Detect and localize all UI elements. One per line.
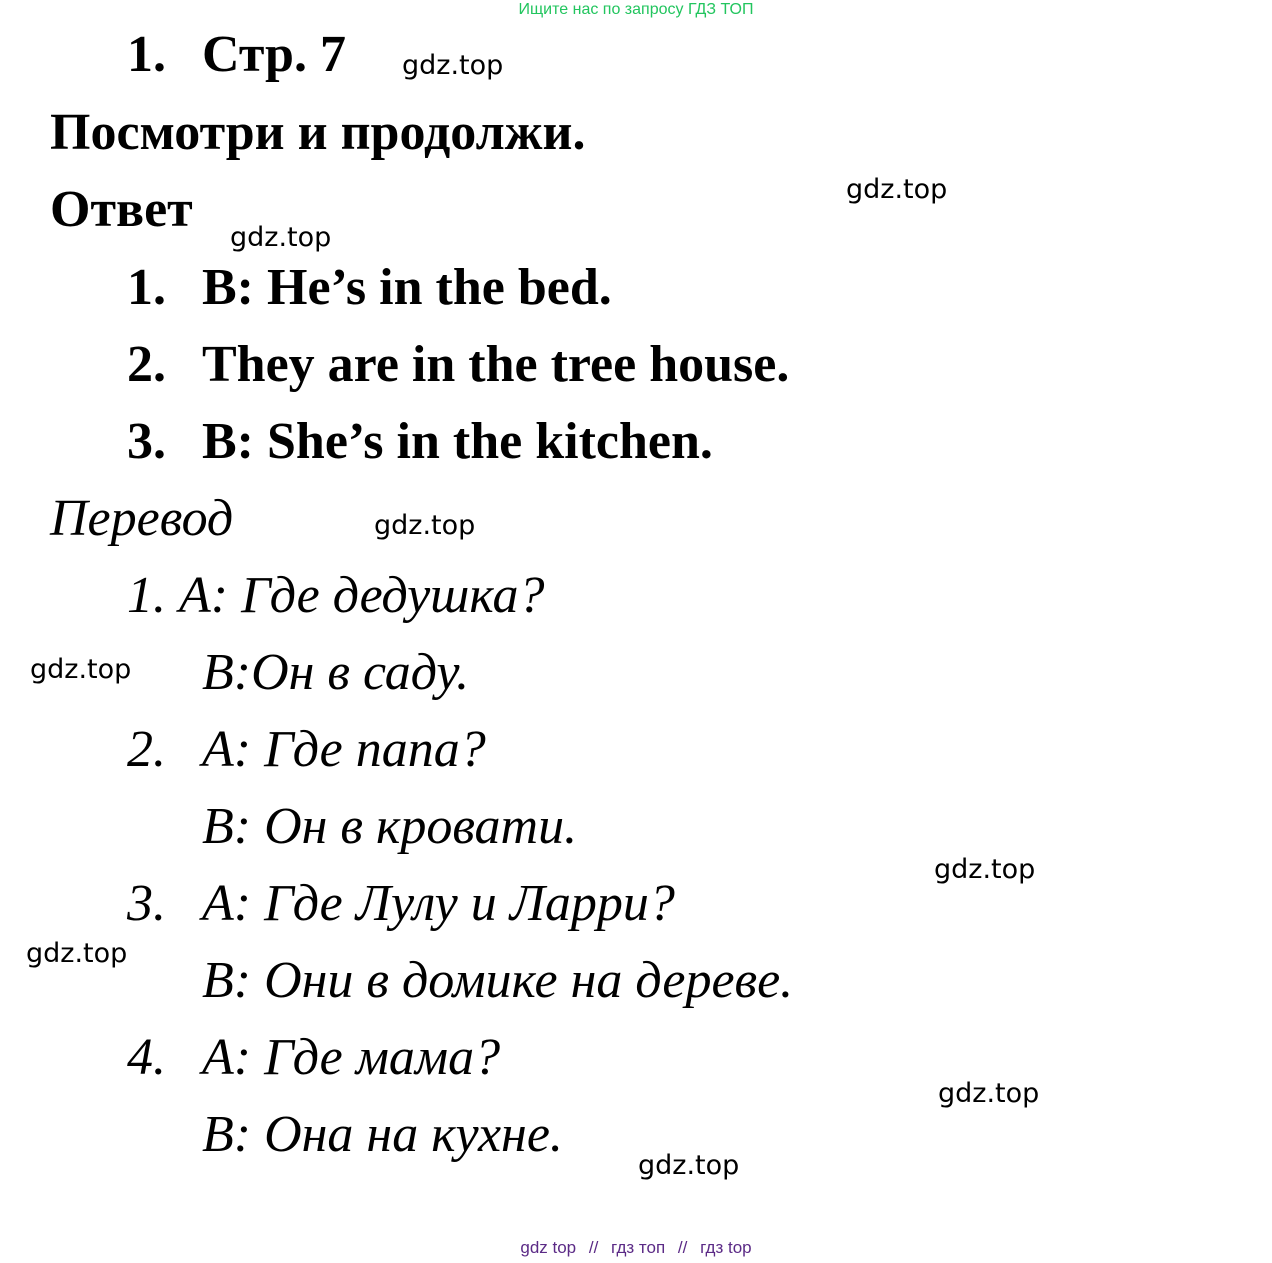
- watermark: gdz.top: [934, 854, 1036, 885]
- translation-answer: В: Он в кровати.: [202, 798, 578, 855]
- answer-text: B: He’s in the bed.: [202, 259, 612, 316]
- footer-separator: //: [677, 1238, 688, 1257]
- watermark: gdz.top: [374, 510, 476, 541]
- footer-link[interactable]: гдз топ: [611, 1238, 666, 1257]
- translation-question: [127, 1028, 1027, 1088]
- translation-answer: В:Он в саду.: [202, 644, 470, 701]
- translation-question-text: А: Где мама?: [202, 1029, 501, 1086]
- translation-answer: В: Она на кухне.: [202, 1106, 563, 1163]
- answer-number: 3.: [127, 413, 166, 470]
- translation-answer: В: Они в домике на дереве.: [202, 952, 794, 1009]
- footer-link[interactable]: gdz top: [520, 1238, 577, 1257]
- translation-question-text: А: Где папа?: [202, 721, 486, 778]
- translation-number: 3.: [127, 875, 166, 932]
- watermark: gdz.top: [938, 1078, 1040, 1109]
- footer-links: [0, 1238, 1272, 1258]
- page-header: [127, 25, 427, 85]
- watermark: gdz.top: [638, 1150, 740, 1181]
- translation-question: [127, 566, 544, 626]
- answer-item: [127, 258, 1027, 318]
- watermark: gdz.top: [846, 174, 948, 205]
- translation-number: 1.: [127, 567, 166, 624]
- translation-question-text: А: Где дедушка?: [179, 567, 545, 624]
- translation-question: [127, 874, 1027, 934]
- translation-question: [127, 720, 1027, 780]
- answer-heading: Ответ: [50, 181, 193, 238]
- translation-question-text: А: Где Лулу и Ларри?: [202, 875, 675, 932]
- page-reference: Стр. 7: [202, 26, 346, 83]
- watermark: gdz.top: [402, 50, 504, 81]
- answer-number: 1.: [127, 259, 166, 316]
- top-banner: Ищите нас по запросу ГДЗ ТОП: [518, 1, 754, 18]
- watermark: gdz.top: [230, 222, 332, 253]
- answer-item: [127, 412, 1027, 472]
- footer-link[interactable]: гдз top: [700, 1238, 752, 1257]
- watermark: gdz.top: [30, 654, 132, 685]
- header-number: 1.: [127, 26, 166, 83]
- translation-number: 2.: [127, 721, 166, 778]
- answer-item: [127, 335, 1027, 395]
- translation-number: 4.: [127, 1029, 166, 1086]
- translation-heading: Перевод: [50, 490, 234, 547]
- answer-text: B: She’s in the kitchen.: [202, 413, 713, 470]
- watermark: gdz.top: [26, 938, 128, 969]
- answer-text: They are in the tree house.: [202, 336, 790, 393]
- task-title: Посмотри и продолжи.: [50, 104, 586, 161]
- answer-number: 2.: [127, 336, 166, 393]
- footer-separator: //: [588, 1238, 599, 1257]
